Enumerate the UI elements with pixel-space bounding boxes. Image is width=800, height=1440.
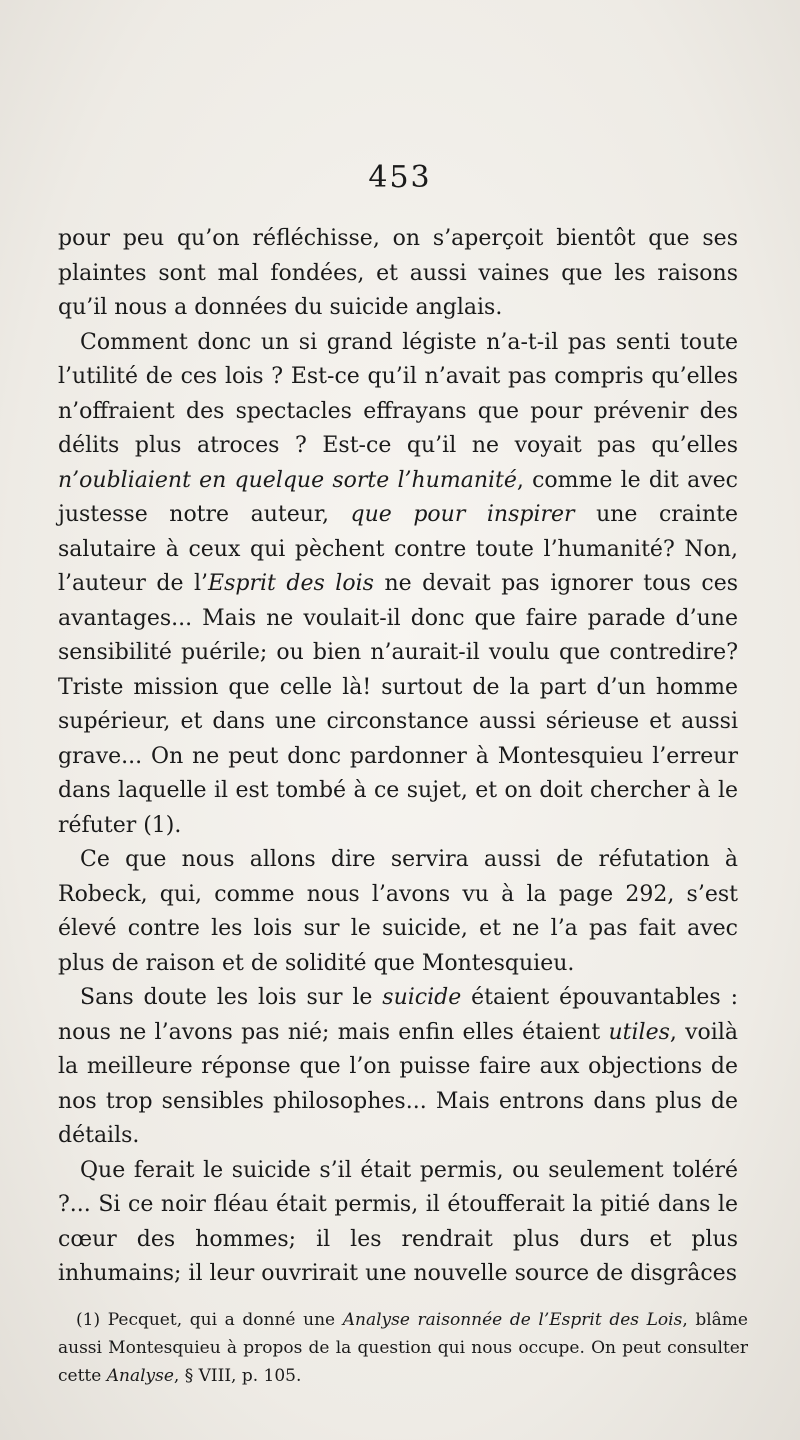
text-run: étaient épouvantables : nous ne l’avons pas nié; mais enfin elles étaient [58,985,738,1045]
italic-text: Analyse [106,1366,174,1386]
paragraph [58,1154,738,1292]
italic-text: utiles [608,1019,670,1045]
paragraph [58,326,738,844]
italic-text: n’oubliaient en quelque sorte l’humanité [58,467,517,493]
text-run: Comment donc un si grand légiste n’a-t-il pas senti toute l’utilité de ces lois ? Est-ce qu’il n’avait pas compris qu’elles n’offraient des spectacles effrayans que pour prévenir des délits plus atroces ? Est-ce qu’il ne voyait pas qu’elles [58,329,738,458]
paragraph [58,222,738,326]
italic-text: Esprit des lois [208,571,374,596]
text-run: (1) Pecquet, qui a donné une [76,1310,343,1330]
italic-text: Analyse raisonnée de l’Esprit des Lois [342,1310,683,1330]
text-run: , voilà la meilleure réponse que l’on puisse faire aux objections de nos trop sensibles philosophes... Mais entrons dans plus de détails. [58,1019,738,1148]
text-run: ne devait pas ignorer tous ces avantages... Mais ne voulait-il donc que faire parade d’une sensibilité puérile; ou bien n’aurait-il voulu que contredire? Triste mission que celle là! surtout de la part d’un homme supérieur, et dans une circonstance aussi sérieuse et aussi grave... On ne peut donc pardonner à Montesquieu l’erreur dans laquelle il est tombé à ce sujet, et on doit chercher à le réfuter (1). [58,571,739,838]
paragraph [58,981,738,1154]
text-run: , § VIII, p. 105. [173,1366,302,1386]
footnotes [58,1306,748,1390]
text-run: Sans doute les lois sur le [80,985,383,1010]
text-run: , blâme aussi Montesquieu à propos de la question qui nous occupe. On peut consulter cette [58,1310,748,1386]
text-run: une crainte salutaire à ceux qui pèchent contre toute l’humanité? Non, l’auteur de l’ [58,502,738,596]
italic-text: que pour inspirer [350,502,575,527]
text-run: Ce que nous allons dire servira aussi de réfutation à Robeck, qui, comme nous l’avons vu à la page 292, s’est élevé contre les lois sur le suicide, et ne l’a pas fait avec plus de raison et de solidité que Montesquieu. [58,847,738,976]
footnote [58,1306,748,1390]
text-run: pour peu qu’on réfléchisse, on s’aperçoit bientôt que ses plaintes sont mal fondées, et aussi vaines que les raisons qu’il nous a données du suicide anglais. [58,226,738,320]
paragraph [58,843,738,981]
body-text [58,222,738,1292]
text-run: Que ferait le suicide s’il était permis, ou seulement toléré ?... Si ce noir fléau était permis, il étoufferait la pitié dans le cœur des hommes; il les rendrait plus durs et plus inhumains; il leur ouvrirait une nouvelle source de disgrâces [58,1157,738,1286]
page-number: 453 [368,160,432,195]
text-run: , comme le dit avec justesse notre auteur, [58,467,738,527]
italic-text: suicide [382,985,462,1010]
